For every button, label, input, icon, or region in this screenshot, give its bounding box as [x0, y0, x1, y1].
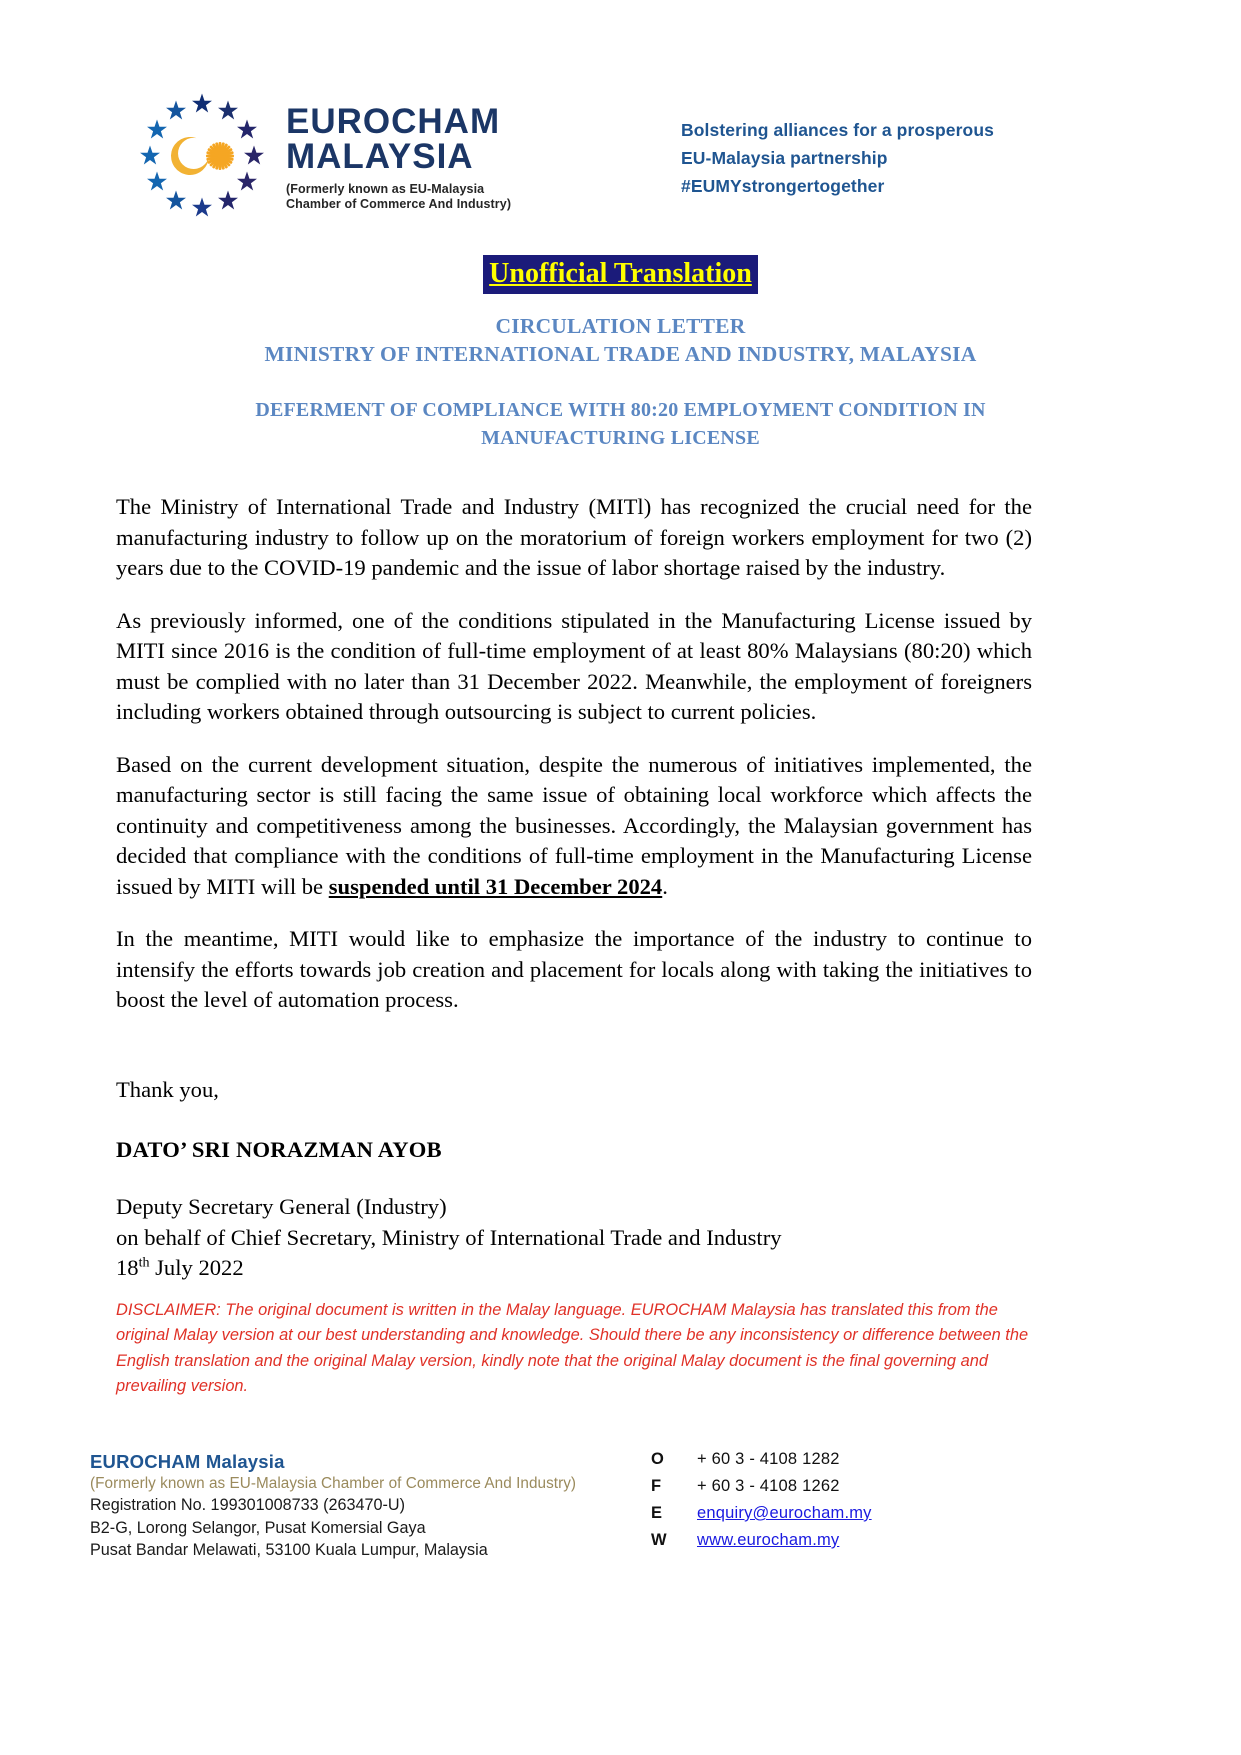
body-paragraph-2: As previously informed, one of the conditions stipulated in the Manufacturing License issued by MITI since 2016 is the condition of full-time employment of at least 80% Malaysians (80:20) which must be complied with no later than 31 December 2022. Meanwhile, the employment of foreigners including workers obtained through outsourcing is subject to current policies.	[116, 607, 1032, 724]
contact-value-office: + 60 3 - 4108 1282	[697, 1450, 840, 1468]
unofficial-translation-banner	[0, 255, 1241, 294]
title-circulation-letter: CIRCULATION LETTER	[495, 314, 746, 338]
logo-former-name-line1: (Formerly known as EU-Malaysia	[286, 182, 485, 196]
contact-row-email[interactable]	[651, 1504, 1081, 1529]
letterhead-header	[0, 86, 1241, 236]
contact-key-office: O	[651, 1450, 664, 1468]
body-paragraph-3	[116, 750, 1032, 903]
date-ordinal-suffix: th	[138, 1255, 150, 1271]
letter-body	[116, 492, 1032, 1016]
footer-address-line-1: B2-G, Lorong Selangor, Pusat Komersial Gaya	[90, 1518, 426, 1537]
contact-row-website[interactable]	[651, 1531, 1081, 1556]
tagline-hashtag: #EUMYstrongertogether	[681, 176, 885, 196]
footer-brand: EUROCHAM Malaysia	[90, 1451, 285, 1472]
body-paragraph-4: In the meantime, MITI would like to emphasize the importance of the industry to continue to intensify the efforts towards job creation and placement for locals along with taking the initiatives to boost the level of automation process.	[116, 926, 1032, 1012]
unofficial-translation-label: Unofficial Translation	[483, 255, 758, 294]
contact-key-email: E	[651, 1504, 663, 1522]
footer-former-name: (Formerly known as EU-Malaysia Chamber of Commerce And Industry)	[90, 1475, 577, 1492]
logo-former-name	[286, 182, 511, 212]
signatory-title: Deputy Secretary General (Industry)	[116, 1194, 447, 1219]
letter-date	[116, 1253, 1032, 1284]
logo-name-line1: EUROCHAM	[286, 102, 501, 141]
signature-block	[116, 1075, 1032, 1284]
footer-contact-details	[651, 1450, 1081, 1558]
body-paragraph-3-text: Based on the current development situation, despite the numerous of initiatives implemented, the manufacturing sector is still facing the same issue of obtaining local workforce which affects the continuity and competitiveness among the businesses. Accordingly, the Malaysian government has decided that compliance with the conditions of full-time employment in the Manufacturing License issued by MITI will be	[116, 751, 1032, 899]
header-tagline	[681, 116, 994, 200]
contact-key-fax: F	[651, 1477, 662, 1495]
date-month-year: July 2022	[149, 1255, 244, 1280]
tagline-line-2: EU-Malaysia partnership	[681, 148, 888, 168]
logo-name-line2: MALAYSIA	[286, 137, 474, 176]
letterhead-footer	[0, 1444, 1241, 1755]
body-paragraph-3-tail: .	[662, 873, 668, 899]
contact-value-fax: + 60 3 - 4108 1262	[697, 1477, 840, 1495]
title-subject-line1: DEFERMENT OF COMPLIANCE WITH 80:20 EMPLOYMENT CONDITION IN	[255, 399, 986, 421]
body-paragraph-1: The Ministry of International Trade and Industry (MITl) has recognized the crucial need for the manufacturing industry to follow up on the moratorium of foreign workers employment for two (2) years due to the COVID-19 pandemic and the issue of labor shortage raised by the industry.	[116, 494, 1032, 580]
eu-stars-circle-icon	[132, 86, 272, 226]
contact-row-office	[651, 1450, 1081, 1475]
contact-value-website-link[interactable]: www.eurocham.my	[697, 1531, 840, 1549]
title-spacer	[0, 368, 1241, 396]
signatory-name: DATO’ SRI NORAZMAN AYOB	[116, 1136, 442, 1162]
translation-disclaimer: DISCLAIMER: The original document is written in the Malay language. EUROCHAM Malaysia has translated this from the original Malay version at our best understanding and knowledge. Should there be any inconsistency or difference between the English translation and the original Malay version, kindly note that the original Malay document is the final governing and prevailing version.	[116, 1301, 1029, 1395]
footer-organisation-details	[90, 1450, 730, 1562]
tagline-line-1: Bolstering alliances for a prosperous	[681, 120, 994, 140]
suspension-emphasis: suspended until 31 December 2024	[328, 873, 663, 899]
footer-registration-number: Registration No. 199301008733 (263470-U)	[90, 1496, 405, 1514]
document-title-block	[0, 312, 1241, 452]
logo-former-name-line2: Chamber of Commerce And Industry)	[286, 197, 512, 211]
contact-row-fax	[651, 1477, 1081, 1502]
logo-wordmark	[286, 86, 511, 212]
title-ministry: MINISTRY OF INTERNATIONAL TRADE AND INDUSTRY, MALAYSIA	[264, 342, 977, 366]
thank-you-line: Thank you,	[116, 1077, 219, 1102]
contact-key-website: W	[651, 1531, 667, 1549]
eurocham-logo	[132, 86, 511, 226]
crescent-sun-icon	[171, 137, 234, 175]
contact-value-email-link[interactable]: enquiry@eurocham.my	[697, 1504, 872, 1522]
signatory-on-behalf: on behalf of Chief Secretary, Ministry of International Trade and Industry	[116, 1224, 782, 1250]
title-subject-line2: MANUFACTURING LICENSE	[481, 427, 760, 449]
date-day: 18	[116, 1255, 139, 1280]
footer-address-line-2: Pusat Bandar Melawati, 53100 Kuala Lumpur, Malaysia	[90, 1541, 488, 1559]
